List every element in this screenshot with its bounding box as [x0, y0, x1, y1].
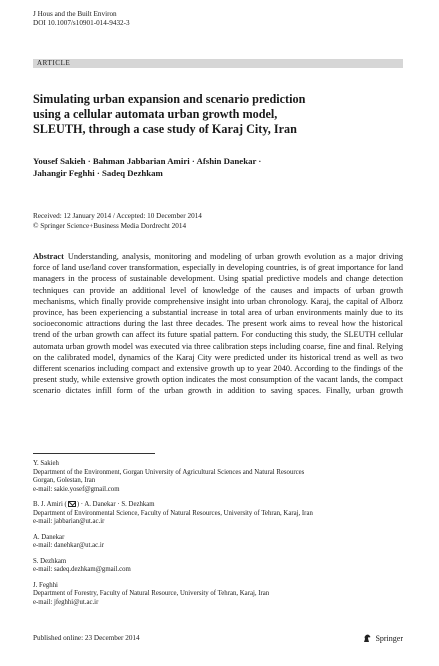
published-online-date: Published online: 23 December 2014	[33, 634, 140, 642]
affiliation-line: Department of the Environment, Gorgan University of Agricultural Sciences and Natural Resources	[33, 468, 305, 476]
affiliation-block	[33, 558, 403, 575]
affiliation-email[interactable]: e-mail: danehkar@ut.ac.ir	[33, 542, 104, 549]
title-line: Simulating urban expansion and scenario prediction	[33, 92, 306, 106]
article-dates	[33, 212, 202, 231]
abstract-label: Abstract	[33, 252, 64, 261]
received-accepted-dates: Received: 12 January 2014 / Accepted: 10 December 2014	[33, 212, 202, 220]
affiliation-head	[33, 501, 403, 510]
affiliation-line: Gorgan, Golestan, Iran	[33, 477, 96, 484]
copyright-notice: © Springer Science+Business Media Dordrecht 2014	[33, 221, 187, 230]
affiliation-email[interactable]: e-mail: sadeq.dezhkam@gmail.com	[33, 566, 131, 573]
journal-header	[33, 10, 130, 28]
title-line: SLEUTH, through a case study of Karaj City, Iran	[33, 122, 297, 136]
author-line: Jahangir Feghhi · Sadeq Dezhkam	[33, 168, 163, 178]
affiliation-block	[33, 460, 403, 494]
affiliation-line: S. Dezhkam	[33, 557, 67, 565]
corresponding-author-name: B. J. Amiri (	[33, 501, 67, 508]
publisher-logo	[362, 633, 403, 643]
co-authors: ) · A. Danekar · S. Dezhkam	[76, 501, 155, 508]
affiliation-block	[33, 501, 403, 527]
affiliations	[33, 460, 403, 614]
affiliation-line: J. Feghhi	[33, 581, 58, 589]
journal-name: J Hous and the Built Environ	[33, 10, 117, 18]
envelope-icon[interactable]	[68, 501, 76, 507]
abstract	[33, 251, 403, 397]
affiliation-block	[33, 582, 403, 608]
author-list	[33, 155, 403, 179]
title-line: using a cellular automata urban growth model,	[33, 107, 278, 121]
section-label-bar	[33, 59, 403, 68]
abstract-text: Understanding, analysis, monitoring and modeling of urban growth evolution as a major driving force of land use/land cover transformation, especially in developing countries, is of great importance for land managers in the process of sustainable development. Using spatial predictive models and change detection techniques can provide an additional level of knowledge of the causes and impacts of urban growth mechanisms, which finally provide comprehensive insight into urban chronology. Karaj, the capital of Alborz province, has been experiencing a substantial increase in total area of urban environments mainly due to its socioeconomic attractions during the last three decades. The present work aims to reveal how the historical trend of the urban growth can affect its future spatial pattern. For conducting this study, the SLEUTH cellular automata urban growth model was executed via three calibration steps including coarse, fine and final. Relying on the calibrated model, dynamics of the Karaj City were predicted under its historical trend as well as two different scenarios including compact and extensive growth up to year 2040. According to the findings of the present study, while extensive growth option indicates the most consumption of the vacant lands, the compact scenario dictates infill form of the urban growth in addition to saving spaces. Finally, urban growth	[33, 252, 403, 396]
affiliation-line: A. Danekar	[33, 533, 65, 541]
page-footer	[33, 633, 403, 647]
author-line: Yousef Sakieh · Bahman Jabbarian Amiri · Afshin Danekar ·	[33, 156, 262, 166]
publisher-name: Springer	[375, 633, 403, 643]
affiliation-line: Department of Environmental Science, Faculty of Natural Resources, University of Tehran, Karaj, Iran	[33, 509, 313, 517]
article-title	[33, 92, 403, 137]
affiliation-block	[33, 534, 403, 551]
section-label: ARTICLE	[37, 59, 71, 67]
affiliation-email[interactable]: e-mail: sakie.yosef@gmail.com	[33, 485, 120, 493]
affiliation-email[interactable]: e-mail: jabbarian@ut.ac.ir	[33, 518, 105, 525]
affiliation-line: Department of Forestry, Faculty of Natural Resource, University of Tehran, Karaj, Iran	[33, 590, 270, 597]
springer-horse-icon	[362, 633, 372, 643]
footnote-divider	[33, 453, 155, 454]
journal-doi[interactable]: DOI 10.1007/s10901-014-9432-3	[33, 19, 130, 27]
affiliation-email[interactable]: e-mail: jfeghhi@ut.ac.ir	[33, 598, 99, 606]
affiliation-line: Y. Sakieh	[33, 460, 59, 467]
